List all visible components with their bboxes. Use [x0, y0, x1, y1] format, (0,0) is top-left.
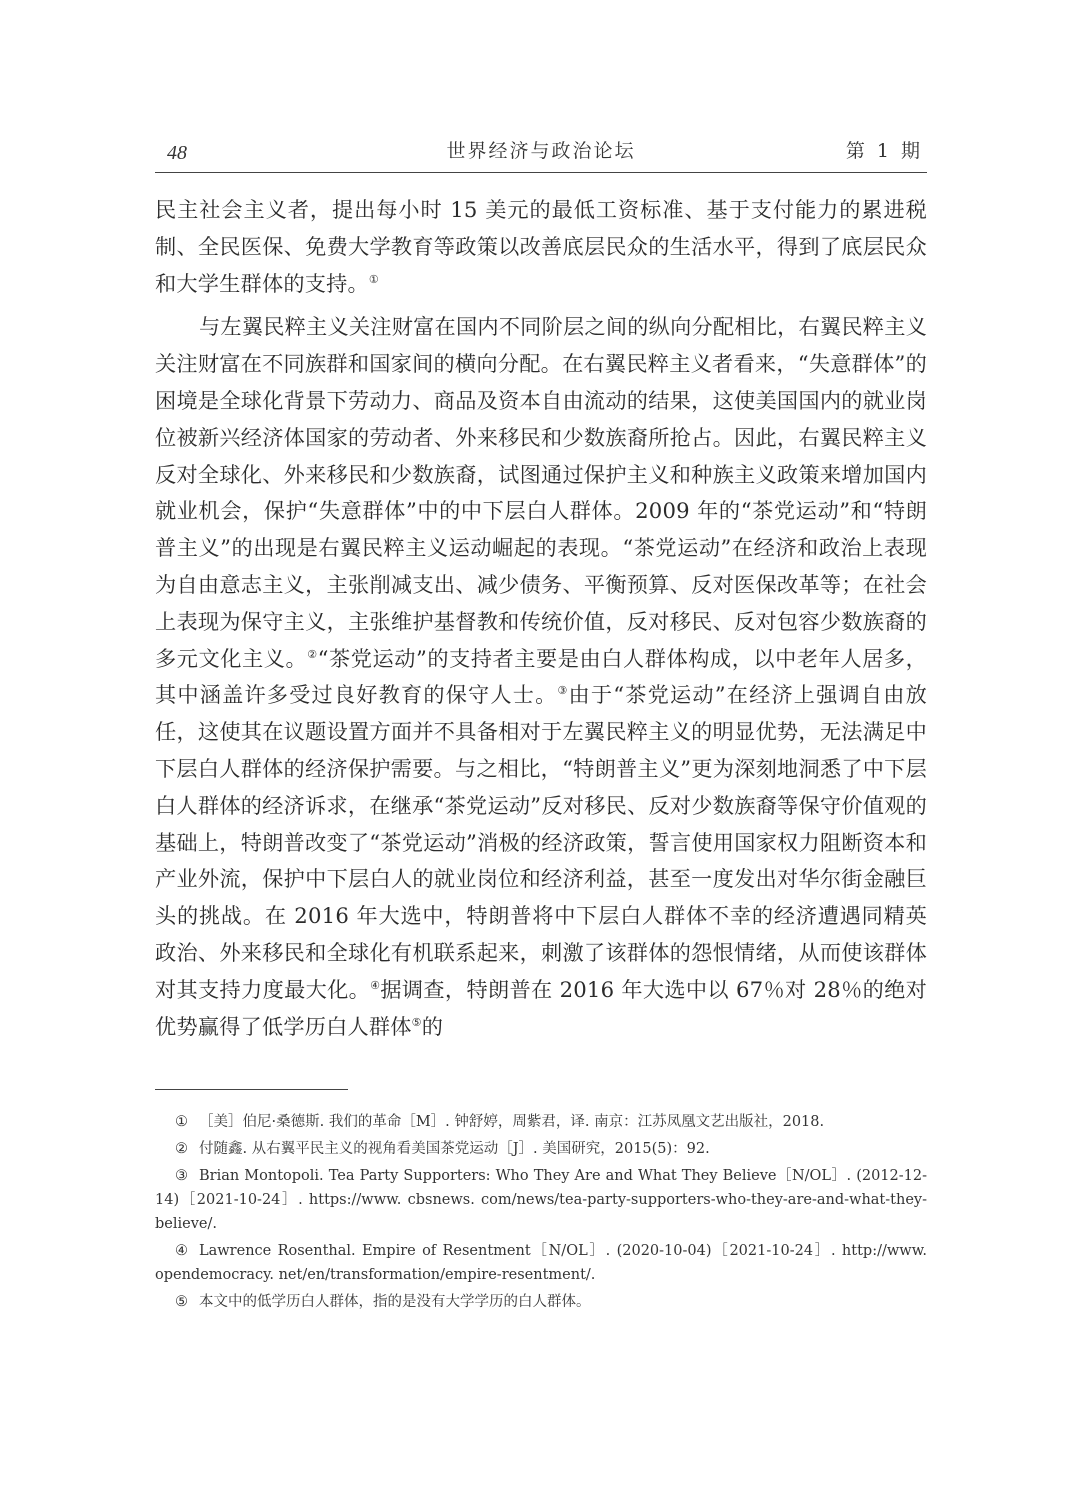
- paragraph-2-text-4: 据调查，特朗普在 2016 年大选中以 67％对 28％的绝对优势赢得了低学历白人群体: [155, 976, 928, 1039]
- footnote-mark: ④: [175, 1243, 188, 1259]
- footnotes: [155, 1110, 927, 1317]
- paragraph-2-text-2: “茶党运动”的支持者主要是由白人群体构成，以中老年人居多，其中涵盖许多受过良好教育的保守人士。: [155, 645, 928, 708]
- body-text: [155, 192, 927, 1045]
- running-header: [155, 130, 927, 170]
- paragraph-2: [155, 309, 927, 1045]
- footnote-text: Lawrence Rosenthal. Empire of Resentment［N/OL］. (2020-10-04)［2021-10-24］. http://www. opendemocracy. net/en/transformation/empire-resentment/.: [155, 1243, 927, 1283]
- footnote-mark: ⑤: [175, 1294, 188, 1310]
- footnote-ref-5[interactable]: ⑤: [411, 1015, 422, 1029]
- header-rule: [155, 172, 927, 173]
- footnote-mark: ③: [175, 1168, 188, 1184]
- issue-label: 第 1 期: [845, 140, 923, 162]
- footnote-text: 付随鑫. 从右翼平民主义的视角看美国茶党运动［J］. 美国研究，2015(5)：92.: [199, 1141, 710, 1157]
- footnote-text: 本文中的低学历白人群体，指的是没有大学学历的白人群体。: [199, 1294, 591, 1310]
- footnote-5: [155, 1290, 927, 1314]
- footnote-rule: [155, 1089, 348, 1090]
- paragraph-1-text: 民主社会主义者，提出每小时 15 美元的最低工资标准、基于支付能力的累进税制、全民医保、免费大学教育等政策以改善底层民众的生活水平，得到了底层民众和大学生群体的支持。: [155, 197, 927, 296]
- journal-title: 世界经济与政治论坛: [446, 140, 636, 162]
- footnote-4: [155, 1239, 927, 1287]
- page-number: 48: [167, 142, 187, 164]
- footnote-3: [155, 1164, 927, 1236]
- footnote-mark: ①: [175, 1114, 188, 1130]
- footnote-1: [155, 1110, 927, 1134]
- footnote-ref-2[interactable]: ②: [307, 647, 318, 661]
- footnote-ref-4[interactable]: ④: [370, 978, 381, 992]
- paragraph-2-text-1: 与左翼民粹主义关注财富在国内不同阶层之间的纵向分配相比，右翼民粹主义关注财富在不同族群和国家间的横向分配。在右翼民粹主义者看来，“失意群体”的困境是全球化背景下劳动力、商品及资本自由流动的结果，这使美国国内的就业岗位被新兴经济体国家的劳动者、外来移民和少数族裔所抢占。因此，右翼民粹主义反对全球化、外来移民和少数族裔，试图通过保护主义和种族主义政策来增加国内就业机会，保护“失意群体”中的中下层白人群体。2009 年的“茶党运动”和“特朗普主义”的出现是右翼民粹主义运动崛起的表现。“茶党运动”在经济和政治上表现为自由意志主义，主张削减支出、减少债务、平衡预算、反对医保改革等；在社会上表现为保守主义，主张维护基督教和传统价值，反对移民、反对包容少数族裔的多元文化主义。: [155, 314, 927, 671]
- paragraph-2-text-3: 由于“茶党运动”在经济上强调自由放任，这使其在议题设置方面并不具备相对于左翼民粹主义的明显优势，无法满足中下层白人群体的经济保护需要。与之相比，“特朗普主义”更为深刻地洞悉了中下层白人群体的经济诉求，在继承“茶党运动”反对移民、反对少数族裔等保守价值观的基础上，特朗普改变了“茶党运动”消极的经济政策，誓言使用国家权力阻断资本和产业外流，保护中下层白人的就业岗位和经济利益，甚至一度发出对华尔街金融巨头的挑战。在 2016 年大选中，特朗普将中下层白人群体不幸的经济遭遇同精英政治、外来移民和全球化有机联系起来，刺激了该群体的怨恨情绪，从而使该群体对其支持力度最大化。: [155, 682, 927, 1002]
- footnote-text: ［美］伯尼·桑德斯. 我们的革命［M］. 钟舒婷，周紫君，译. 南京：江苏凤凰文艺出版社，2018.: [199, 1114, 825, 1130]
- footnote-mark: ②: [175, 1141, 188, 1157]
- footnote-2: [155, 1137, 927, 1161]
- paragraph-2-text-5: 的: [421, 1013, 444, 1039]
- paragraph-1: [155, 192, 927, 302]
- footnote-text: Brian Montopoli. Tea Party Supporters: Who They Are and What They Believe［N/OL］. (2012-12-14)［2021-10-24］. https://www. cbsnews. com/news/tea-party-supporters-who-they-are-and-what-they-believe/.: [155, 1168, 927, 1232]
- footnote-ref-1[interactable]: ①: [368, 272, 379, 286]
- footnote-ref-3[interactable]: ③: [557, 684, 569, 698]
